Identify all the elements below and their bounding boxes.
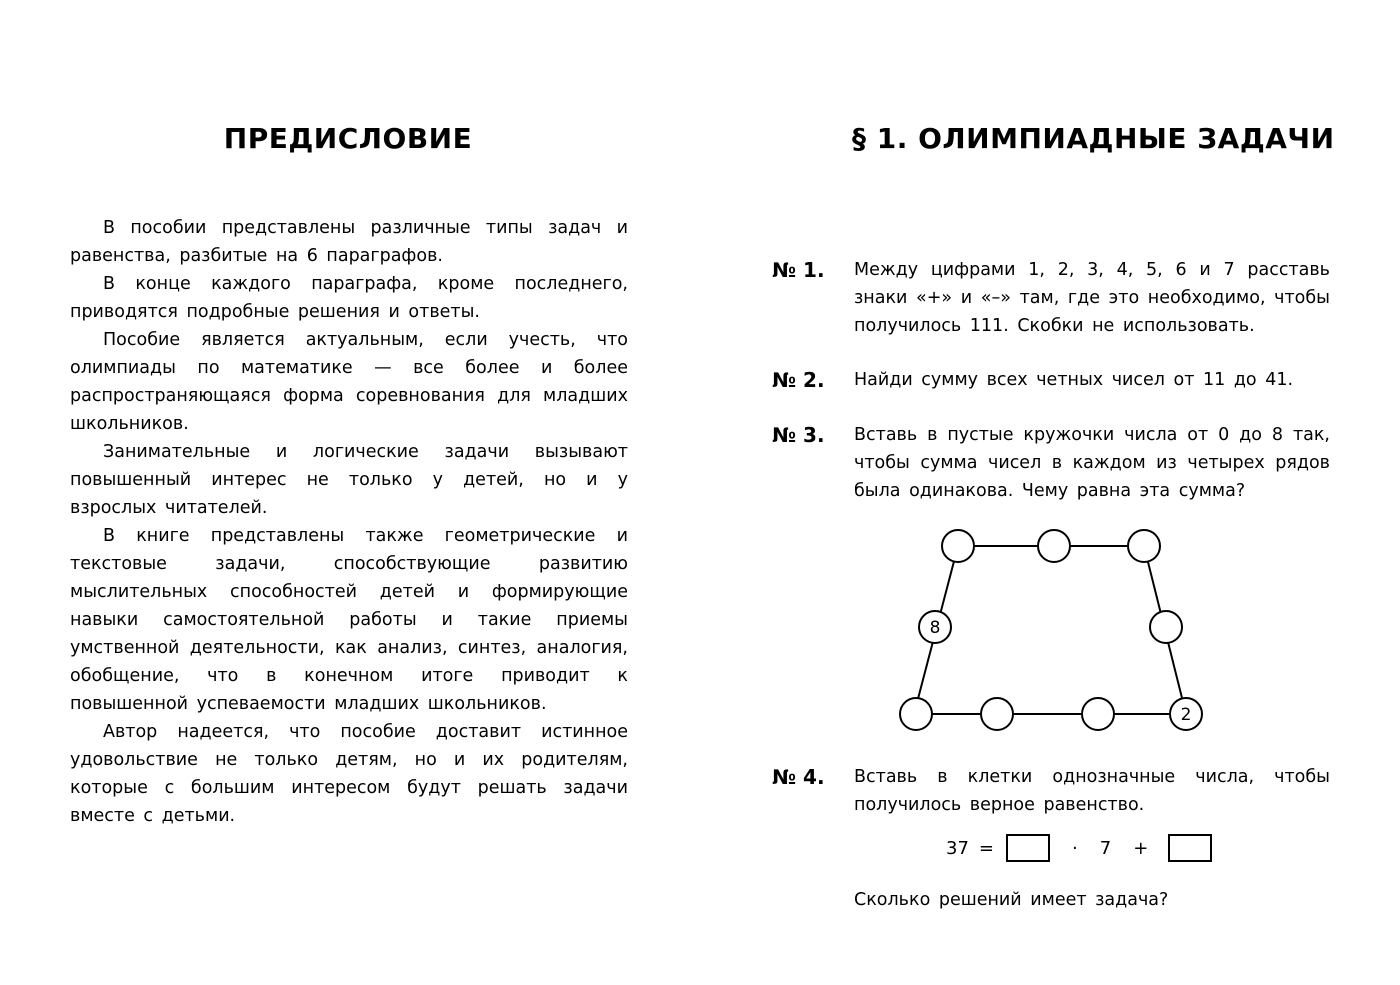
answer-box-2[interactable] xyxy=(1168,834,1212,862)
task-number: № 3. xyxy=(772,423,825,447)
equation xyxy=(946,832,1212,864)
preface-title: ПРЕДИСЛОВИЕ xyxy=(223,122,473,155)
task-4-question: Сколько решений имеет задача? xyxy=(854,890,1169,910)
task-number: № 4. xyxy=(772,765,825,789)
task-text: Найди сумму всех четных чисел от 11 до 41. xyxy=(854,370,1294,390)
section-title: § 1. ОЛИМПИАДНЫЕ ЗАДАЧИ xyxy=(852,122,1335,155)
plus-sign: + xyxy=(1133,837,1149,859)
answer-box-1[interactable] xyxy=(1006,834,1050,862)
equation-factor: 7 xyxy=(1099,837,1112,859)
equals-sign: = xyxy=(978,837,994,859)
preface-paragraph: Пособие является актуальным, если учесть, что олимпиады по математике — все более и более распространяющаяся форма соревнования для младших школьников. xyxy=(70,330,628,434)
task-number: № 2. xyxy=(772,368,825,392)
circle-value: 8 xyxy=(929,618,941,638)
preface-paragraph: В конце каждого параграфа, кроме последнего, приводятся подробные решения и ответы. xyxy=(70,274,628,322)
task-text: Вставь в клетки однозначные числа, чтобы получилось верное равенство. xyxy=(854,767,1330,815)
circle-bottom-2 xyxy=(981,698,1013,730)
circle-bottom-left xyxy=(900,698,932,730)
circle-bottom-3 xyxy=(1082,698,1114,730)
times-sign: · xyxy=(1072,837,1078,859)
preface-paragraph: Занимательные и логические задачи вызывают повышенный интерес не только у детей, но и у взрослых читателей. xyxy=(70,442,628,518)
task-text: Между цифрами 1, 2, 3, 4, 5, 6 и 7 расставь знаки «+» и «–» там, где это необходимо, чтобы получилось 111. Скобки не использовать. xyxy=(854,260,1330,336)
preface-paragraph: Автор надеется, что пособие доставит истинное удовольствие не только детям, но и их родителям, которые с большим интересом будут решать задачи вместе с детьми. xyxy=(70,722,628,826)
trapezoid-circles-diagram xyxy=(895,525,1225,735)
preface-paragraph: В пособии представлены различные типы задач и равенства, разбитые на 6 параграфов. xyxy=(70,218,628,266)
preface-paragraph: В книге представлены также геометрические и текстовые задачи, способствующие развитию мыслительных способностей детей и формирующие навыки самостоятельной работы и такие приемы умственной деятельности, как анализ, синтез, аналогия, обобщение, что в конечном итоге приводит к повышенной успеваемости младших школьников. xyxy=(70,526,628,714)
task-text: Вставь в пустые кружочки числа от 0 до 8 так, чтобы сумма чисел в каждом из четырех рядов была одинакова. Чему равна эта сумма? xyxy=(854,425,1330,501)
circle-right-side xyxy=(1150,611,1182,643)
circle-top-middle xyxy=(1038,530,1070,562)
equation-lhs: 37 xyxy=(946,837,969,859)
circle-top-right xyxy=(1128,530,1160,562)
circle-value: 2 xyxy=(1180,705,1192,725)
circle-top-left xyxy=(942,530,974,562)
right-page xyxy=(700,0,1400,985)
preface-text xyxy=(70,214,628,830)
task-number: № 1. xyxy=(772,258,825,282)
